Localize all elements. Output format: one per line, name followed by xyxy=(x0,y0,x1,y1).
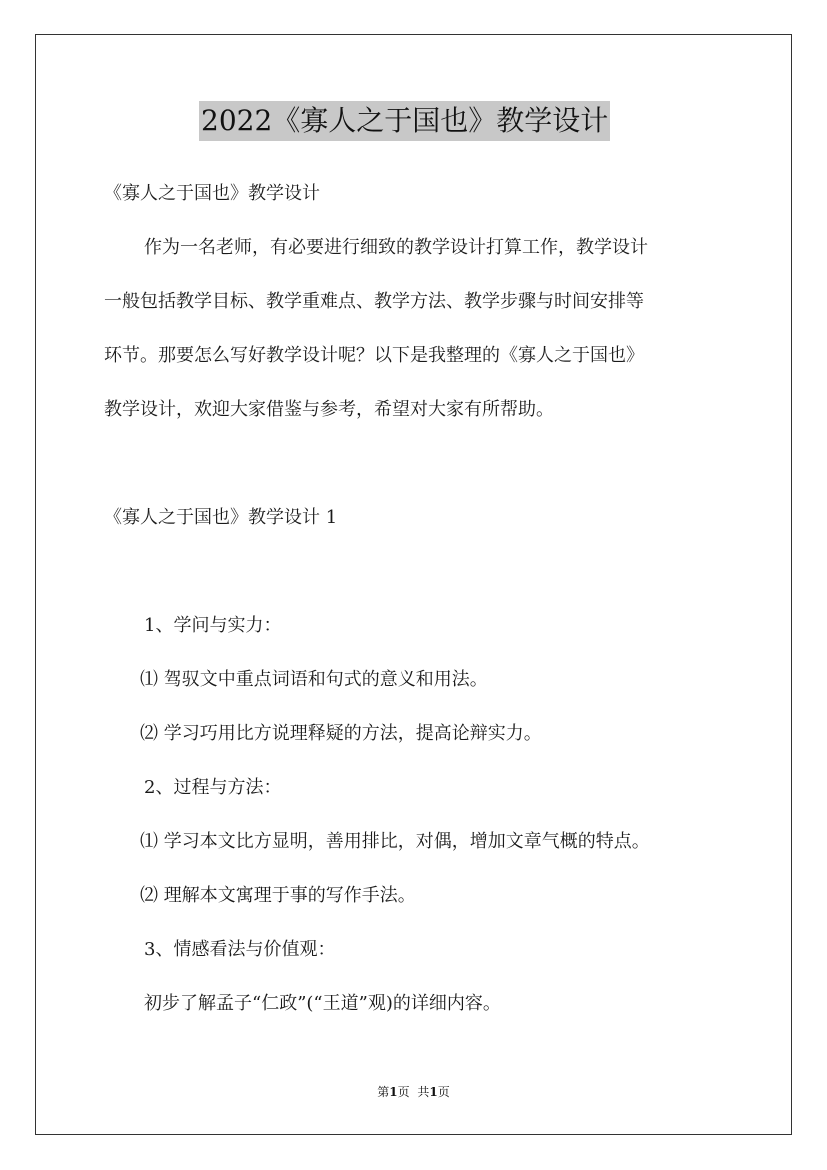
list-item: 3、情感看法与价值观： xyxy=(144,939,336,960)
total-label-prefix: 共 xyxy=(417,1085,430,1099)
list-item: ⑵ 理解本文寓理于事的写作手法。 xyxy=(140,885,416,906)
total-label-suffix: 页 xyxy=(437,1085,450,1099)
section-heading: 《寡人之于国也》教学设计 1 xyxy=(104,507,338,528)
list-item: ⑴ 驾驭文中重点词语和句式的意义和用法。 xyxy=(140,669,488,690)
page-label-prefix: 第 xyxy=(377,1085,390,1099)
total-pages: 1 xyxy=(429,1085,438,1099)
document-subtitle: 《寡人之于国也》教学设计 xyxy=(104,183,320,204)
list-item: ⑵ 学习巧用比方说理释疑的方法，提高论辩实力。 xyxy=(140,723,542,744)
list-item: ⑴ 学习本文比方显明，善用排比，对偶，增加文章气概的特点。 xyxy=(140,831,650,852)
intro-line-3: 环节。那要怎么写好教学设计呢？以下是我整理的《寡人之于国也》 xyxy=(104,345,644,366)
list-item: 2、过程与方法： xyxy=(144,777,282,798)
page-number: 1 xyxy=(389,1085,398,1099)
list-item: 初步了解孟子“仁政”(“王道”观)的详细内容。 xyxy=(144,993,501,1014)
intro-line-2: 一般包括教学目标、教学重难点、教学方法、教学步骤与时间安排等 xyxy=(104,291,644,312)
intro-line-1: 作为一名老师，有必要进行细致的教学设计打算工作，教学设计 xyxy=(144,237,648,258)
page-label-suffix: 页 xyxy=(397,1085,410,1099)
page-footer xyxy=(0,1084,827,1100)
document-title: 2022《寡人之于国也》教学设计 xyxy=(199,101,610,141)
list-item: 1、学问与实力： xyxy=(144,615,282,636)
intro-line-4: 教学设计，欢迎大家借鉴与参考，希望对大家有所帮助。 xyxy=(104,399,554,420)
